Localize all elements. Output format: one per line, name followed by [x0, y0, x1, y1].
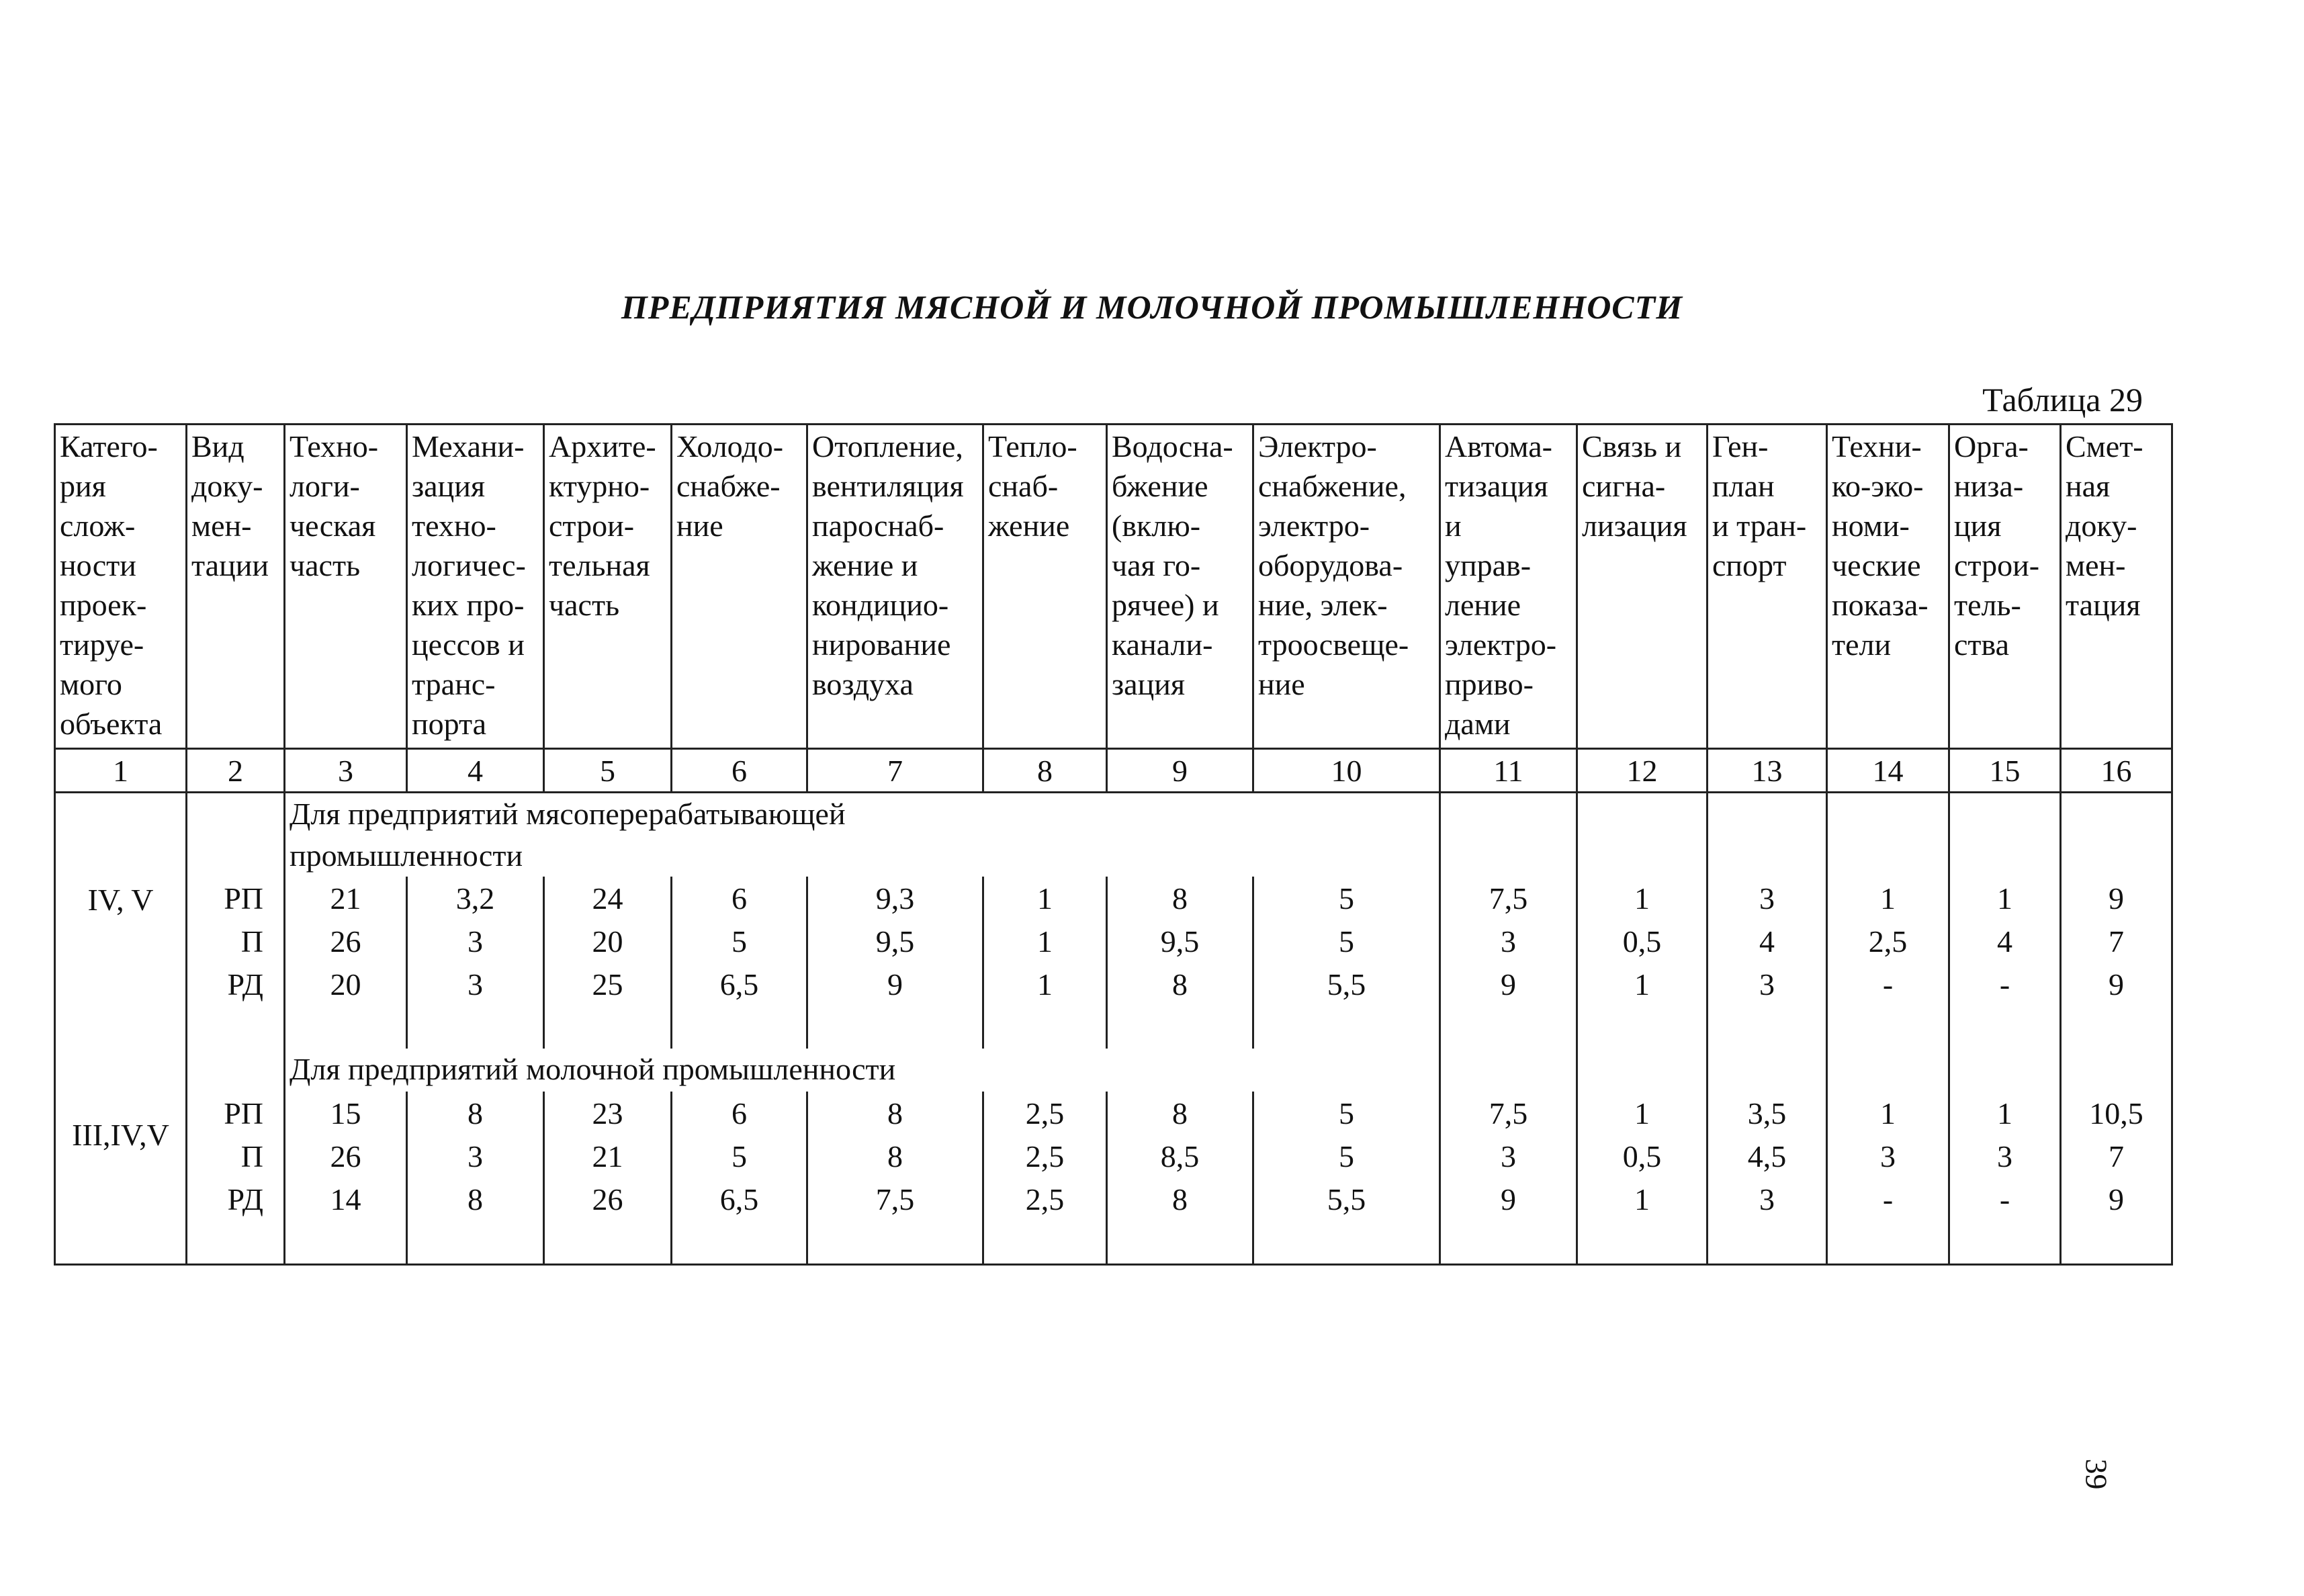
table-cell: 23: [544, 1092, 672, 1135]
column-number: 8: [983, 749, 1107, 793]
column-header: Архите- ктурно- строи- тельная часть: [544, 425, 672, 749]
table-cell: 5,5: [1253, 1178, 1440, 1221]
category-cell: IV, V: [55, 793, 187, 1006]
group-title: Для предприятий мясоперерабатывающей промышленности: [285, 793, 1440, 877]
table-cell: 1: [1577, 963, 1708, 1006]
table-row: [55, 1092, 2172, 1135]
table-cell: 8: [1107, 963, 1253, 1006]
table-row: [55, 963, 2172, 1006]
column-number: 2: [187, 749, 285, 793]
table-cell: 9,5: [1107, 920, 1253, 963]
table-cell: 6: [672, 877, 807, 920]
column-number: 15: [1949, 749, 2061, 793]
column-number: 12: [1577, 749, 1708, 793]
kind-cell: РД: [187, 963, 285, 1006]
table-cell: 6: [672, 1092, 807, 1135]
table-cell: 26: [285, 920, 407, 963]
table-cell: 26: [285, 1135, 407, 1178]
table-cell: 1: [1827, 1092, 1949, 1135]
group-title-row: [55, 793, 2172, 877]
table-cell: 1: [983, 877, 1107, 920]
table-cell: 8: [1107, 1178, 1253, 1221]
column-number: 10: [1253, 749, 1440, 793]
group-title: Для предприятий молочной промышленности: [285, 1049, 1440, 1092]
table-cell: 2,5: [983, 1092, 1107, 1135]
table-cell: 9: [1440, 963, 1577, 1006]
table-cell: 5,5: [1253, 963, 1440, 1006]
table-cell: 6,5: [672, 963, 807, 1006]
table-cell: 7,5: [807, 1178, 983, 1221]
table-cell: 24: [544, 877, 672, 920]
table-cell: 3,2: [407, 877, 544, 920]
table-cell: 4,5: [1708, 1135, 1827, 1178]
column-header: Электро- снабжение, электро- оборудова- ние, элек- троосвеще- ние: [1253, 425, 1440, 749]
column-header: Техни- ко-эко- номи- ческие показа- тели: [1827, 425, 1949, 749]
table-row: [55, 1178, 2172, 1221]
table-cell: 9: [807, 963, 983, 1006]
table-cell: 5: [1253, 920, 1440, 963]
table-cell: 1: [983, 963, 1107, 1006]
column-number: 4: [407, 749, 544, 793]
column-header: Холодо- снабже- ние: [672, 425, 807, 749]
table-cell: 20: [544, 920, 672, 963]
table-cell: 2,5: [1827, 920, 1949, 963]
table-cell: 8: [1107, 1092, 1253, 1135]
table-cell: 3: [1708, 877, 1827, 920]
column-number: 5: [544, 749, 672, 793]
table-cell: 8,5: [1107, 1135, 1253, 1178]
table-cell: 3: [407, 920, 544, 963]
table-cell: 0,5: [1577, 920, 1708, 963]
table-cell: -: [1827, 963, 1949, 1006]
table-cell: 1: [983, 920, 1107, 963]
spacer-row: [55, 1221, 2172, 1265]
table-cell: 3: [1708, 1178, 1827, 1221]
column-header: Автома- тизация и управ- ление электро- приво- дами: [1440, 425, 1577, 749]
column-number: 16: [2061, 749, 2172, 793]
column-header: Техно- логи- ческая часть: [285, 425, 407, 749]
table-cell: 1: [1949, 1092, 2061, 1135]
table-cell: 25: [544, 963, 672, 1006]
column-header: Связь и сигна- лизация: [1577, 425, 1708, 749]
table-row: [55, 920, 2172, 963]
table-cell: 5: [672, 920, 807, 963]
column-header: Смет- ная доку- мен- тация: [2061, 425, 2172, 749]
table-cell: 15: [285, 1092, 407, 1135]
table-cell: 7: [2061, 1135, 2172, 1178]
table-cell: 26: [544, 1178, 672, 1221]
kind-cell: РД: [187, 1178, 285, 1221]
table-cell: 9: [2061, 963, 2172, 1006]
column-header: Механи- зация техно- логичес- ких про- цессов и транс- порта: [407, 425, 544, 749]
table-cell: 2,5: [983, 1178, 1107, 1221]
table-cell: 3: [407, 1135, 544, 1178]
table-cell: 7,5: [1440, 877, 1577, 920]
table-cell: 21: [285, 877, 407, 920]
table-cell: 10,5: [2061, 1092, 2172, 1135]
column-header: Вид доку- мен- тации: [187, 425, 285, 749]
table-cell: 1: [1577, 877, 1708, 920]
category-cell: III,IV,V: [55, 1049, 187, 1221]
table-cell: 0,5: [1577, 1135, 1708, 1178]
table-cell: 5: [1253, 1092, 1440, 1135]
table-row: [55, 1135, 2172, 1178]
column-header: Орга- низа- ция строи- тель- ства: [1949, 425, 2061, 749]
kind-cell: [187, 1049, 285, 1092]
data-table: [54, 423, 2173, 1266]
table-cell: 5: [1253, 877, 1440, 920]
column-number: 1: [55, 749, 187, 793]
table-cell: 8: [1107, 877, 1253, 920]
table-cell: 2,5: [983, 1135, 1107, 1178]
table-cell: 1: [1949, 877, 2061, 920]
group-title-row: [55, 1049, 2172, 1092]
kind-cell: РП: [187, 877, 285, 920]
table-row: [55, 877, 2172, 920]
table-cell: 21: [544, 1135, 672, 1178]
column-header: Катего- рия слож- ности проек- тируе- мого объекта: [55, 425, 187, 749]
table-cell: 8: [407, 1178, 544, 1221]
table-cell: 9: [1440, 1178, 1577, 1221]
spacer-row: [55, 1006, 2172, 1049]
kind-cell: П: [187, 920, 285, 963]
kind-cell: П: [187, 1135, 285, 1178]
column-number: 13: [1708, 749, 1827, 793]
table-cell: -: [1949, 963, 2061, 1006]
table-cell: 9,5: [807, 920, 983, 963]
table-cell: 3: [1827, 1135, 1949, 1178]
column-number: 7: [807, 749, 983, 793]
column-number: 9: [1107, 749, 1253, 793]
column-number: 11: [1440, 749, 1577, 793]
column-number: 14: [1827, 749, 1949, 793]
column-number: 6: [672, 749, 807, 793]
column-header: Отопление, вентиляция пароснаб- жение и кондицио- нирование воздуха: [807, 425, 983, 749]
table-cell: 4: [1949, 920, 2061, 963]
table-cell: -: [1949, 1178, 2061, 1221]
table-cell: 8: [407, 1092, 544, 1135]
column-header: Водосна- бжение (вклю- чая го- рячее) и канали- зация: [1107, 425, 1253, 749]
kind-cell: РП: [187, 1092, 285, 1135]
table-cell: 9: [2061, 1178, 2172, 1221]
table-cell: 3,5: [1708, 1092, 1827, 1135]
table-cell: 9,3: [807, 877, 983, 920]
table-label: Таблица 29: [1982, 381, 2143, 418]
page-title: ПРЕДПРИЯТИЯ МЯСНОЙ И МОЛОЧНОЙ ПРОМЫШЛЕННОСТИ: [621, 288, 1683, 326]
table-cell: 20: [285, 963, 407, 1006]
table-cell: 5: [672, 1135, 807, 1178]
table-cell: 6,5: [672, 1178, 807, 1221]
table-cell: 3: [407, 963, 544, 1006]
table-cell: 7,5: [1440, 1092, 1577, 1135]
table-cell: 1: [1827, 877, 1949, 920]
column-header: Тепло- снаб- жение: [983, 425, 1107, 749]
kind-cell: [187, 793, 285, 877]
table-cell: 8: [807, 1135, 983, 1178]
table-cell: 3: [1440, 920, 1577, 963]
table-cell: 1: [1577, 1178, 1708, 1221]
table-cell: 8: [807, 1092, 983, 1135]
table-cell: -: [1827, 1178, 1949, 1221]
table-cell: 5: [1253, 1135, 1440, 1178]
header-row: [55, 425, 2172, 749]
column-header: Ген- план и тран- спорт: [1708, 425, 1827, 749]
page-number: 39: [2079, 1458, 2114, 1490]
table-cell: 9: [2061, 877, 2172, 920]
table-cell: 1: [1577, 1092, 1708, 1135]
table-cell: 14: [285, 1178, 407, 1221]
table-cell: 3: [1708, 963, 1827, 1006]
table-cell: 4: [1708, 920, 1827, 963]
column-number-row: [55, 749, 2172, 793]
table-cell: 3: [1440, 1135, 1577, 1178]
column-number: 3: [285, 749, 407, 793]
table-cell: 3: [1949, 1135, 2061, 1178]
table-cell: 7: [2061, 920, 2172, 963]
